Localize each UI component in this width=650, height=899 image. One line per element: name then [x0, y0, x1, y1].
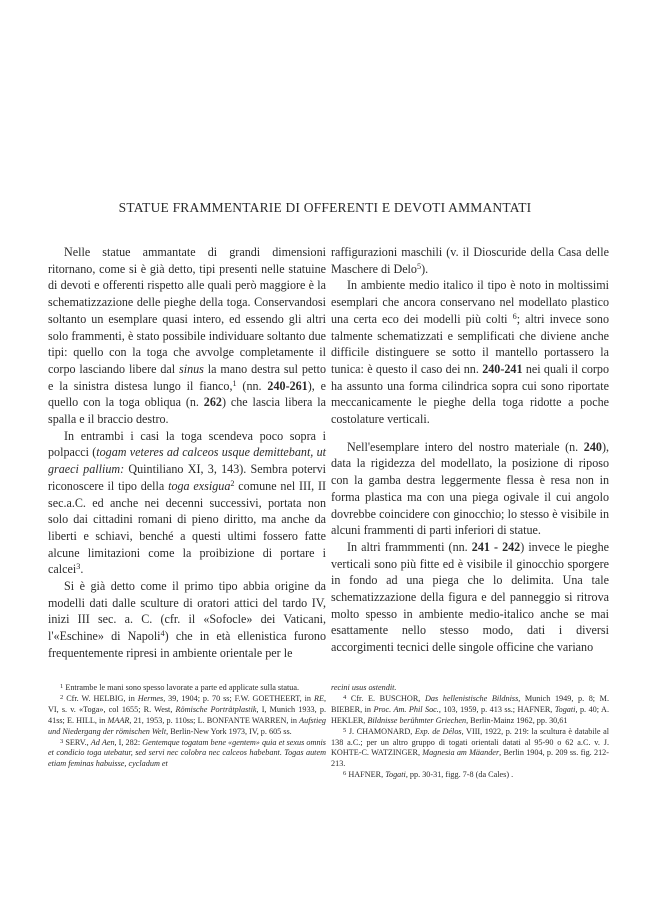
footnotes-right [331, 683, 609, 781]
left-column [48, 244, 326, 662]
right-paragraph-4: In altri frammmenti (nn. 241 - 242) invece le pieghe verticali sono più fitte ed è visibile il ginocchio sporgere in fondo ad una piega che lo delimita. Una tale schematizzazione della figura e del panneggio si ritrova molto spesso in ambiente medio-italico anche se mai esattamente nello stesso modo, dati i diversi accorgimenti tecnici delle singole officine che variano [331, 539, 609, 655]
footnote-2: $^2$ Cfr. W. HELBIG, in Hermes, 39, 1904; p. 70 ss; F.W. GOETHEERT, in RE, VI, s. v. «Toga», col 1655; R. West, Römische Porträtplastik, I, Munich 1933, p. 41ss; E. HILL, in MAAR, 21, 1953, p. 110ss; L. BONFANTE WARREN, in Aufstieg und Niedergang der römischen Welt, Berlin-New York 1973, IV, p. 605 ss. [48, 693, 326, 736]
footnote-3-continued: recini usus ostendit. [331, 683, 397, 692]
left-paragraph-1: Nelle statue ammantate di grandi dimensioni ritornano, come si è già detto, tipi presenti nelle statuine di devoti e offerenti rispetto alle quali però maggiore è la schematizzazione delle pieghe della toga. Conservandosi soltanto un esemplare quasi intero, ed essendo gli altri solo frammenti, è stato possibile individuare soltanto due tipi: quello con la toga che avvolge completamente il corpo lasciando libere dal sinus la mano destra sul petto e la sinistra distesa lungo il fianco,$^1$ (nn. 240-261), e quello con la toga obliqua (n. 262) che lascia libera la spalla e il braccio destro. [48, 245, 326, 427]
footnote-ref-3[interactable]: 3 [76, 562, 81, 572]
catalog-ref: 240-261 [267, 378, 308, 393]
footnote-4: $^4$ Cfr. E. BUSCHOR, Das hellenistische Bildniss, Munich 1949, p. 8; M. BIEBER, in Proc. Am. Phil Soc., 103, 1959, p. 413 ss.; HAFNER, Togati, p. 40; A. HEKLER, Bildnisse berühmter Griechen, Berlin-Mainz 1962, pp. 30,61 [331, 693, 610, 725]
footnote-ref-6[interactable]: 6 [512, 311, 517, 321]
chapter-title: STATUE FRAMMENTARIE DI OFFERENTI E DEVOTI AMMANTATI [118, 200, 532, 215]
footnote-5: $^5$ J. CHAMONARD, Exp. de Délos, VIII, 1922, p. 219: la scultura è databile al 138 a.C.; per un altro gruppo di togati orientali datati al 95-90 o 62 a.C. v. J. KOHTE-C. WATZINGER, Magnesia am Mäander, Berlin 1904, p. 209 ss. fig. 212-213. [331, 726, 609, 769]
footnote-6: $^6$ HAFNER, Togati, pp. 30-31, figg. 7-8 (da Cales) . [343, 770, 514, 780]
footnote-ref-1[interactable]: 1 [232, 378, 237, 388]
catalog-ref: 240-241 [482, 361, 523, 376]
left-paragraph-3: Si è già detto come il primo tipo abbia origine da modelli dati dalle sculture di oratori attici del tardo IV, inizi III sec. a. C. (cfr. il «Sofocle» dei Vaticani, l'«Eschine» di Napoli$^4$) che in età ellenistica furono frequentemente ripresi in ambiente orientale per le [48, 579, 326, 660]
right-paragraph-1: raffigurazioni maschili (v. il Dioscuride della Casa delle Maschere di Delo$^5$). [331, 245, 609, 276]
catalog-ref: 241 - 242 [471, 539, 521, 554]
left-paragraph-2: In entrambi i casi la toga scendeva poco sopra i polpacci (togam veteres ad calceos usque demittebant, ut graeci pallium: Quintiliano XI, 3, 143). Sembra potervi riconoscere il tipo della toga exsigua$^2$ comune nel III, II sec.a.C. ed anche nei decenni successivi, portata non solo dai cittadini romani di pieno diritto, ma anche da liberti e schiavi, benché a questi ultimi fossero fatte alcune limitazioni come la proibizione di portare i calcei$^3$. [48, 428, 327, 577]
footnote-ref-5[interactable]: 5 [416, 261, 422, 271]
right-paragraph-2: In ambiente medio italico il tipo è noto in moltissimi esemplari che ancora conservano nel modellato plastico una certa eco dei modelli più colti $^6$; altri invece sono talmente schematizzati e semplificati che diviene anche difficile distinguere se sotto il mantello portassero la tunica: è questo il caso dei nn. 240-241 nei quali il corpo ha assunto una forma cilindrica sopra cui sono riportate meccanicamente le pieghe della toga ridotte a poche costolature verticali. [331, 278, 609, 427]
right-paragraph-3: Nell'esemplare intero del nostro materiale (n. 240), data la rigidezza del modellato, la posizione di riposo con la gamba destra leggermente flessa è resa non in forma plastica ma con una piega ogivale il cui angolo dovrebbe coincidere con ginocchio; lo stesso è visibile in alcuni frammenti di parti inferiori di statue. [331, 439, 609, 538]
footnote-ref-2[interactable]: 2 [230, 478, 235, 488]
footnote-1: $^1$ Entrambe le mani sono spesso lavorate a parte ed applicate sulla statua. [60, 683, 300, 692]
right-column [331, 244, 609, 656]
footnote-3: $^3$ SERV., Ad Aen, I, 282: Gentemque togatam bene «gentem» quia et sexus omnis et condicio toga utebatur, sed servi nec colobra nec calceos habebant. Togas autem etiam feminas habuisse, cycladum et [48, 737, 326, 769]
footnote-ref-4[interactable]: 4 [160, 629, 165, 639]
catalog-ref: 240 [583, 439, 602, 454]
catalog-ref: 262 [203, 395, 222, 410]
footnotes-left [48, 683, 326, 770]
